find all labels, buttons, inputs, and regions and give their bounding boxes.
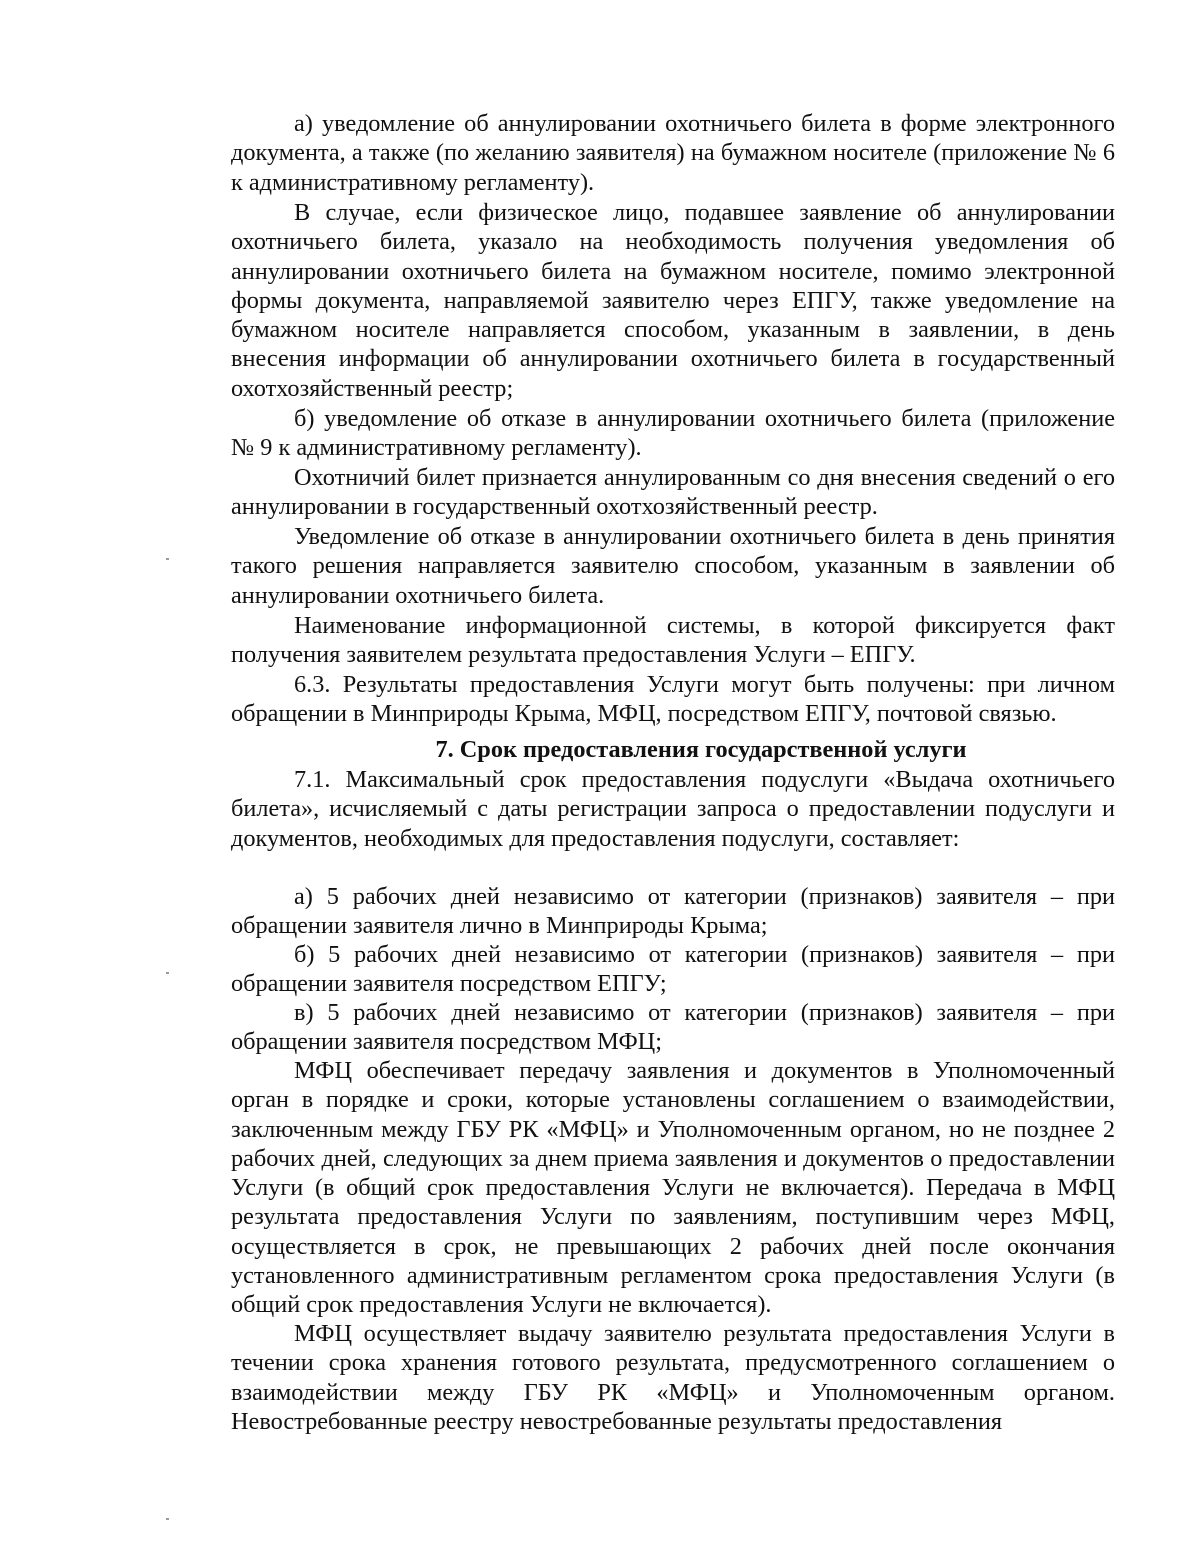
paragraph-term-mfc: в) 5 рабочих дней независимо от категории (признаков) заявителя – при обращении заявителя посредством МФЦ;: [231, 999, 1115, 1056]
scan-mark: [166, 1518, 169, 1520]
paragraph-term-epgu: б) 5 рабочих дней независимо от категории (признаков) заявителя – при обращении заявителя посредством ЕПГУ;: [231, 941, 1115, 998]
paragraph-7-1-max-term: 7.1. Максимальный срок предоставления подуслуги «Выдача охотничьего билета», исчисляемый с даты регистрации запроса о предоставлении подуслуги и документов, необходимых для предоставления подуслуги, составляет:: [231, 766, 1115, 852]
paragraph-6-3-results: 6.3. Результаты предоставления Услуги могут быть получены: при личном обращении в Минприроды Крыма, МФЦ, посредством ЕПГУ, почтовой связью.: [231, 671, 1115, 728]
paragraph-refusal-sending: Уведомление об отказе в аннулировании охотничьего билета в день принятия такого решения направляется заявителю способом, указанным в заявлении об аннулировании охотничьего билета.: [231, 523, 1115, 609]
paragraph-information-system: Наименование информационной системы, в которой фиксируется факт получения заявителем результата предоставления Услуги – ЕПГУ.: [231, 612, 1115, 669]
scan-mark: [166, 558, 169, 560]
section-7-heading: 7. Срок предоставления государственной услуги: [435, 736, 967, 763]
scan-mark: [166, 972, 169, 974]
paragraph-mfc-transfer: МФЦ обеспечивает передачу заявления и документов в Уполномоченный орган в порядке и сроки, которые установлены соглашением о взаимодействии, заключенным между ГБУ РК «МФЦ» и Уполномоченным органом, но не позднее 2 рабочих дней, следующих за днем приема заявления и документов о предоставлении Услуги (в общий срок предоставления Услуги не включается). Передача в МФЦ результата предоставления Услуги по заявлениям, поступившим через МФЦ, осуществляется в срок, не превышающих 2 рабочих дней после окончания установленного административным регламентом срока предоставления Услуги (в общий срок предоставления Услуги не включается).: [231, 1057, 1115, 1319]
paragraph-ticket-annulled: Охотничий билет признается аннулированным со дня внесения сведений о его аннулировании в государственный охотхозяйственный реестр.: [231, 464, 1115, 521]
paragraph-notification-annulment: а) уведомление об аннулировании охотничьего билета в форме электронного документа, а также (по желанию заявителя) на бумажном носителе (приложение № 6 к административному регламенту).: [231, 110, 1115, 196]
paragraph-term-personal: а) 5 рабочих дней независимо от категории (признаков) заявителя – при обращении заявителя лично в Минприроды Крыма;: [231, 883, 1115, 940]
paragraph-paper-notification: В случае, если физическое лицо, подавшее заявление об аннулировании охотничьего билета, указало на необходимость получения уведомления об аннулировании охотничьего билета на бумажном носителе, помимо электронной формы документа, направляемой заявителю через ЕПГУ, также уведомление на бумажном носителе направляется способом, указанным в заявлении, в день внесения информации об аннулировании охотничьего билета в государственный охотхозяйственный реестр;: [231, 199, 1115, 402]
paragraph-mfc-issuance: МФЦ осуществляет выдачу заявителю результата предоставления Услуги в течении срока хранения готового результата, предусмотренного соглашением о взаимодействии между ГБУ РК «МФЦ» и Уполномоченным органом. Невостребованные реестру невостребованные результаты предоставления: [231, 1320, 1115, 1435]
paragraph-refusal-notification: б) уведомление об отказе в аннулировании охотничьего билета (приложение № 9 к административному регламенту).: [231, 405, 1115, 462]
